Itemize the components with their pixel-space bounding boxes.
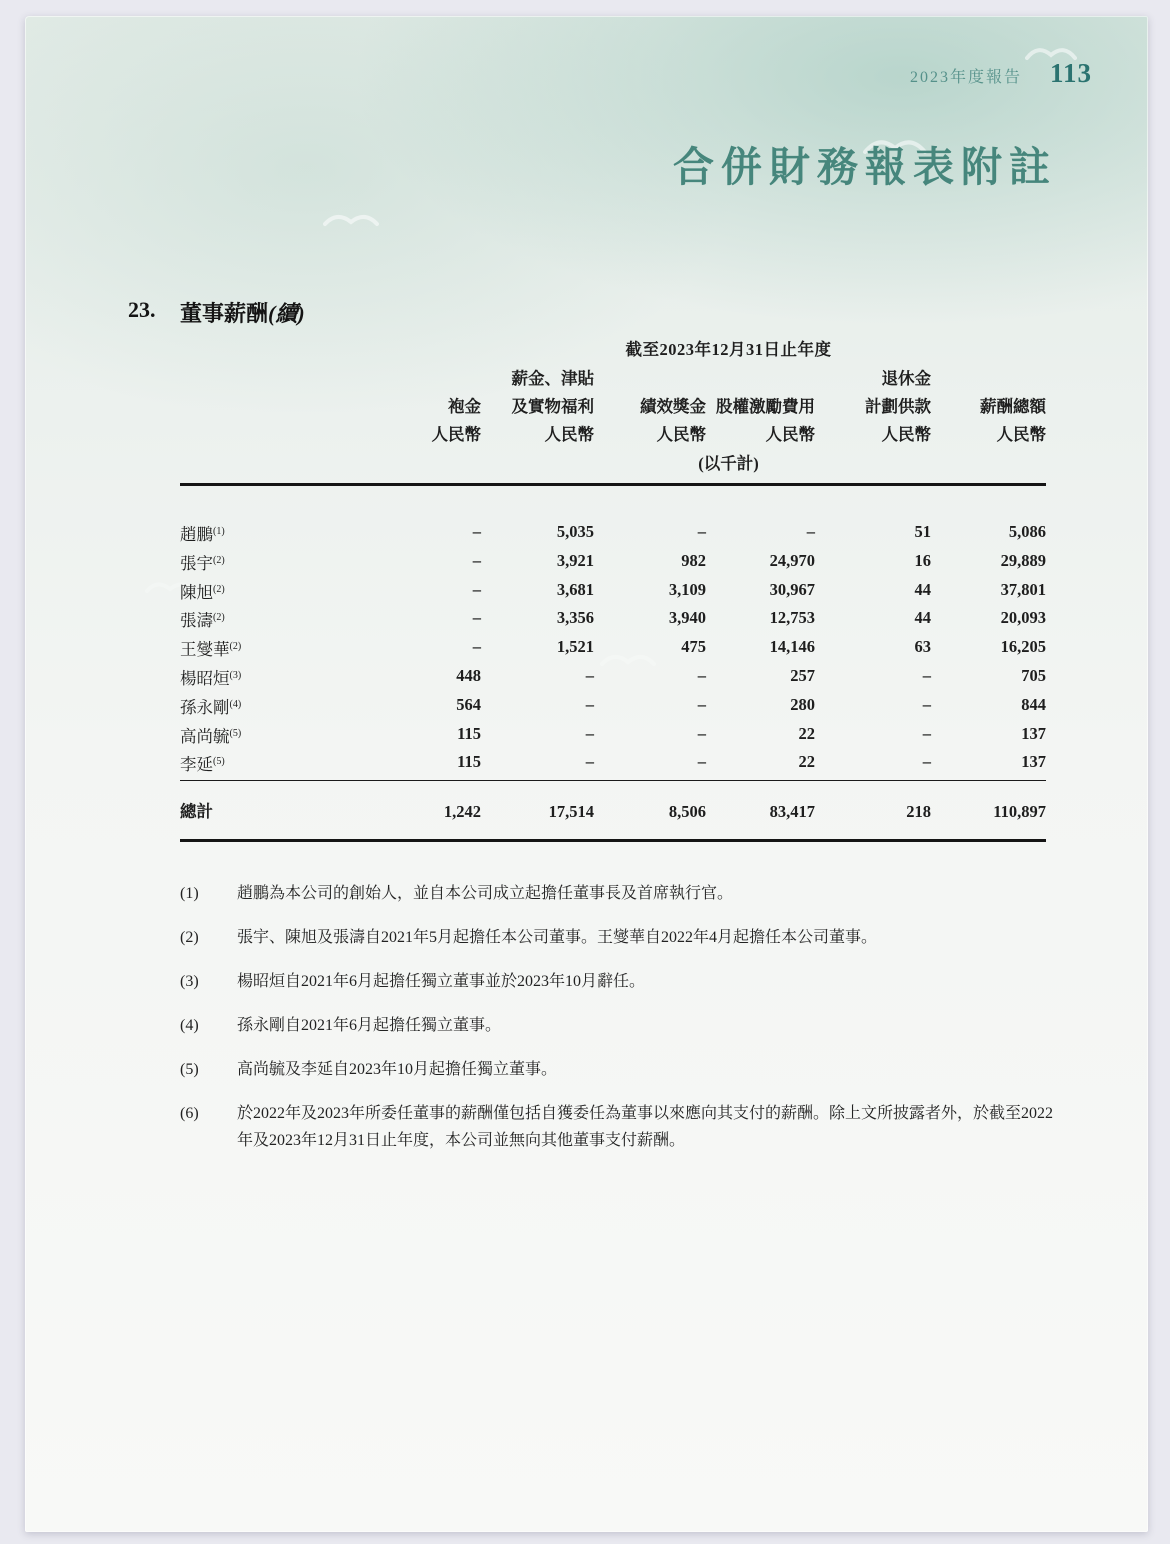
total-remuneration: 110,897	[993, 802, 1046, 822]
cell-share-incentive: 280	[790, 694, 815, 714]
cell-share-incentive: 14,146	[769, 637, 815, 657]
cell-total: 705	[1021, 665, 1046, 685]
footnote-ref: (1)	[213, 526, 225, 537]
cell-total: 844	[1021, 694, 1046, 714]
footnote-ref: (5)	[213, 756, 225, 768]
total-salaries: 17,514	[548, 802, 594, 822]
cell-share-incentive: 22	[798, 723, 815, 743]
footnote-text: 高尚毓及李延自2023年10月起擔任獨立董事。	[237, 1061, 558, 1078]
section-number: 23.	[128, 297, 156, 322]
cell-total: 137	[1021, 723, 1046, 743]
footnote-number: (5)	[180, 1061, 199, 1078]
section-heading	[128, 297, 305, 328]
cell-fees: –	[472, 579, 481, 599]
cell-salaries: –	[585, 694, 594, 714]
cell-salaries: –	[585, 723, 594, 743]
page-number: 113	[1049, 58, 1092, 88]
footnote-number: (2)	[180, 929, 199, 946]
footnote-ref: (2)	[213, 554, 225, 566]
director-name: 張濤$^{(2)}$	[180, 611, 225, 631]
footnote	[180, 880, 1060, 907]
column-header-salaries: 薪金、津貼 及實物福利 人民幣	[511, 369, 594, 444]
cell-share-incentive: 22	[798, 752, 815, 772]
footnote	[180, 1056, 1060, 1083]
footnote-number: (6)	[180, 1105, 199, 1122]
cell-pension: –	[922, 665, 931, 685]
cell-salaries: –	[585, 752, 594, 772]
footnote-ref: (2)	[213, 612, 225, 624]
footnote	[180, 1100, 1060, 1154]
cell-total: 37,801	[1000, 579, 1046, 599]
footnote-number: (1)	[180, 885, 199, 902]
table-bottom-rule	[180, 839, 1046, 842]
footnote-ref: (3)	[229, 669, 242, 681]
footnote-number: (3)	[180, 973, 199, 990]
column-header-total: 薪酬總額 人民幣	[980, 397, 1046, 444]
director-name: 趙鵬$^{(1)}$	[180, 525, 225, 544]
footnote-ref: (5)	[229, 727, 242, 739]
cell-bonus: –	[697, 723, 706, 743]
cell-fees: 115	[457, 752, 481, 772]
total-share-incentive: 83,417	[769, 802, 815, 822]
period-header: 截至2023年12月31日止年度	[625, 340, 832, 359]
cell-fees: –	[472, 608, 481, 628]
footnotes	[180, 880, 1060, 1171]
cell-bonus: 475	[681, 637, 706, 657]
footnote-text: 於2022年及2023年所委任董事的薪酬僅包括自獲委任為董事以來應向其支付的薪酬。除上文所披露者外，於截至2022年及2023年12月31日止年度，本公司並無向其他董事支付薪酬。	[237, 1105, 1054, 1149]
cell-bonus: –	[697, 665, 706, 685]
director-name: 李延$^{(5)}$	[180, 755, 225, 775]
cell-bonus: –	[697, 694, 706, 714]
director-name: 孫永剛$^{(4)}$	[180, 697, 242, 717]
column-header-bonus: 績效獎金 人民幣	[640, 397, 706, 444]
cell-share-incentive: –	[806, 522, 815, 541]
cell-pension: 16	[914, 550, 931, 570]
cell-total: 29,889	[1000, 550, 1046, 570]
cell-pension: 44	[914, 579, 931, 599]
director-name: 王燮華$^{(2)}$	[180, 640, 242, 660]
cell-salaries: 3,681	[556, 579, 594, 599]
cell-fees: –	[472, 550, 481, 570]
cell-fees: –	[472, 522, 481, 541]
footnote-text: 趙鵬為本公司的創始人，並自本公司成立起擔任董事長及首席執行官。	[237, 885, 734, 902]
cell-share-incentive: 24,970	[769, 550, 815, 570]
cell-salaries: 3,356	[556, 608, 594, 628]
cell-salaries: 3,921	[556, 550, 594, 570]
cell-salaries: 1,521	[556, 637, 594, 657]
cell-fees: 448	[456, 665, 481, 685]
column-header-fees: 袍金 人民幣	[431, 397, 481, 444]
director-name: 楊昭烜$^{(3)}$	[180, 668, 242, 688]
cell-share-incentive: 12,753	[769, 608, 815, 628]
unit-note: (以千計)	[698, 454, 759, 473]
cell-bonus: 3,109	[668, 579, 706, 599]
footnote	[180, 968, 1060, 995]
director-name: 陳旭$^{(2)}$	[180, 582, 225, 602]
director-name: 張宇$^{(2)}$	[180, 553, 225, 573]
director-name: 高尚毓$^{(5)}$	[180, 726, 242, 746]
footnote-ref: (4)	[229, 698, 242, 710]
footnote-ref: (2)	[213, 583, 225, 595]
footnote-text: 張宇、陳旭及張濤自2021年5月起擔任本公司董事。王燮華自2022年4月起擔任本公司董事。	[237, 929, 878, 946]
cell-total: 5,086	[1008, 522, 1046, 541]
cell-pension: 44	[914, 608, 931, 628]
bird-watermark-icon	[323, 208, 379, 230]
cell-share-incentive: 30,967	[769, 579, 815, 599]
footnote-text: 孫永剛自2021年6月起擔任獨立董事。	[237, 1017, 502, 1034]
cell-bonus: –	[697, 522, 706, 541]
cell-fees: –	[472, 637, 481, 657]
section-continued-suffix: (續)	[268, 301, 305, 326]
cell-bonus: –	[697, 752, 706, 772]
cell-pension: 63	[914, 637, 931, 657]
cell-bonus: 982	[681, 550, 706, 570]
cell-fees: 564	[456, 694, 481, 714]
column-header-pension: 退休金 計劃供款 人民幣	[865, 369, 931, 444]
footnote-text: 楊昭烜自2021年6月起擔任獨立董事並於2023年10月辭任。	[237, 973, 646, 990]
cell-pension: –	[922, 752, 931, 772]
footnote	[180, 1012, 1060, 1039]
directors-remuneration-table	[180, 335, 1046, 842]
page-title: 合併財務報表附註	[673, 144, 1057, 190]
cell-pension: –	[922, 694, 931, 714]
cell-total: 20,093	[1000, 608, 1046, 628]
column-header-share-incentive: 股權激勵費用 人民幣	[716, 397, 815, 444]
report-page	[25, 16, 1148, 1532]
cell-bonus: 3,940	[668, 608, 706, 628]
report-name: 2023年度報告	[909, 69, 1022, 86]
cell-salaries: 5,035	[556, 522, 594, 541]
cell-pension: 51	[914, 522, 931, 541]
cell-share-incentive: 257	[790, 665, 815, 685]
footnote	[180, 924, 1060, 951]
section-title: 董事薪酬	[180, 301, 269, 326]
footnote-number: (4)	[180, 1017, 199, 1034]
cell-fees: 115	[457, 723, 481, 743]
cell-total: 137	[1021, 752, 1046, 772]
total-bonus: 8,506	[668, 802, 706, 822]
column-header-empty	[180, 365, 411, 449]
total-pension: 218	[906, 802, 931, 822]
page-header	[910, 58, 1092, 89]
total-label: 總計	[180, 802, 213, 822]
total-fees: 1,242	[443, 802, 481, 822]
cell-pension: –	[922, 723, 931, 743]
cell-total: 16,205	[1000, 637, 1046, 657]
cell-salaries: –	[585, 665, 594, 685]
footnote-ref: (2)	[229, 641, 242, 653]
